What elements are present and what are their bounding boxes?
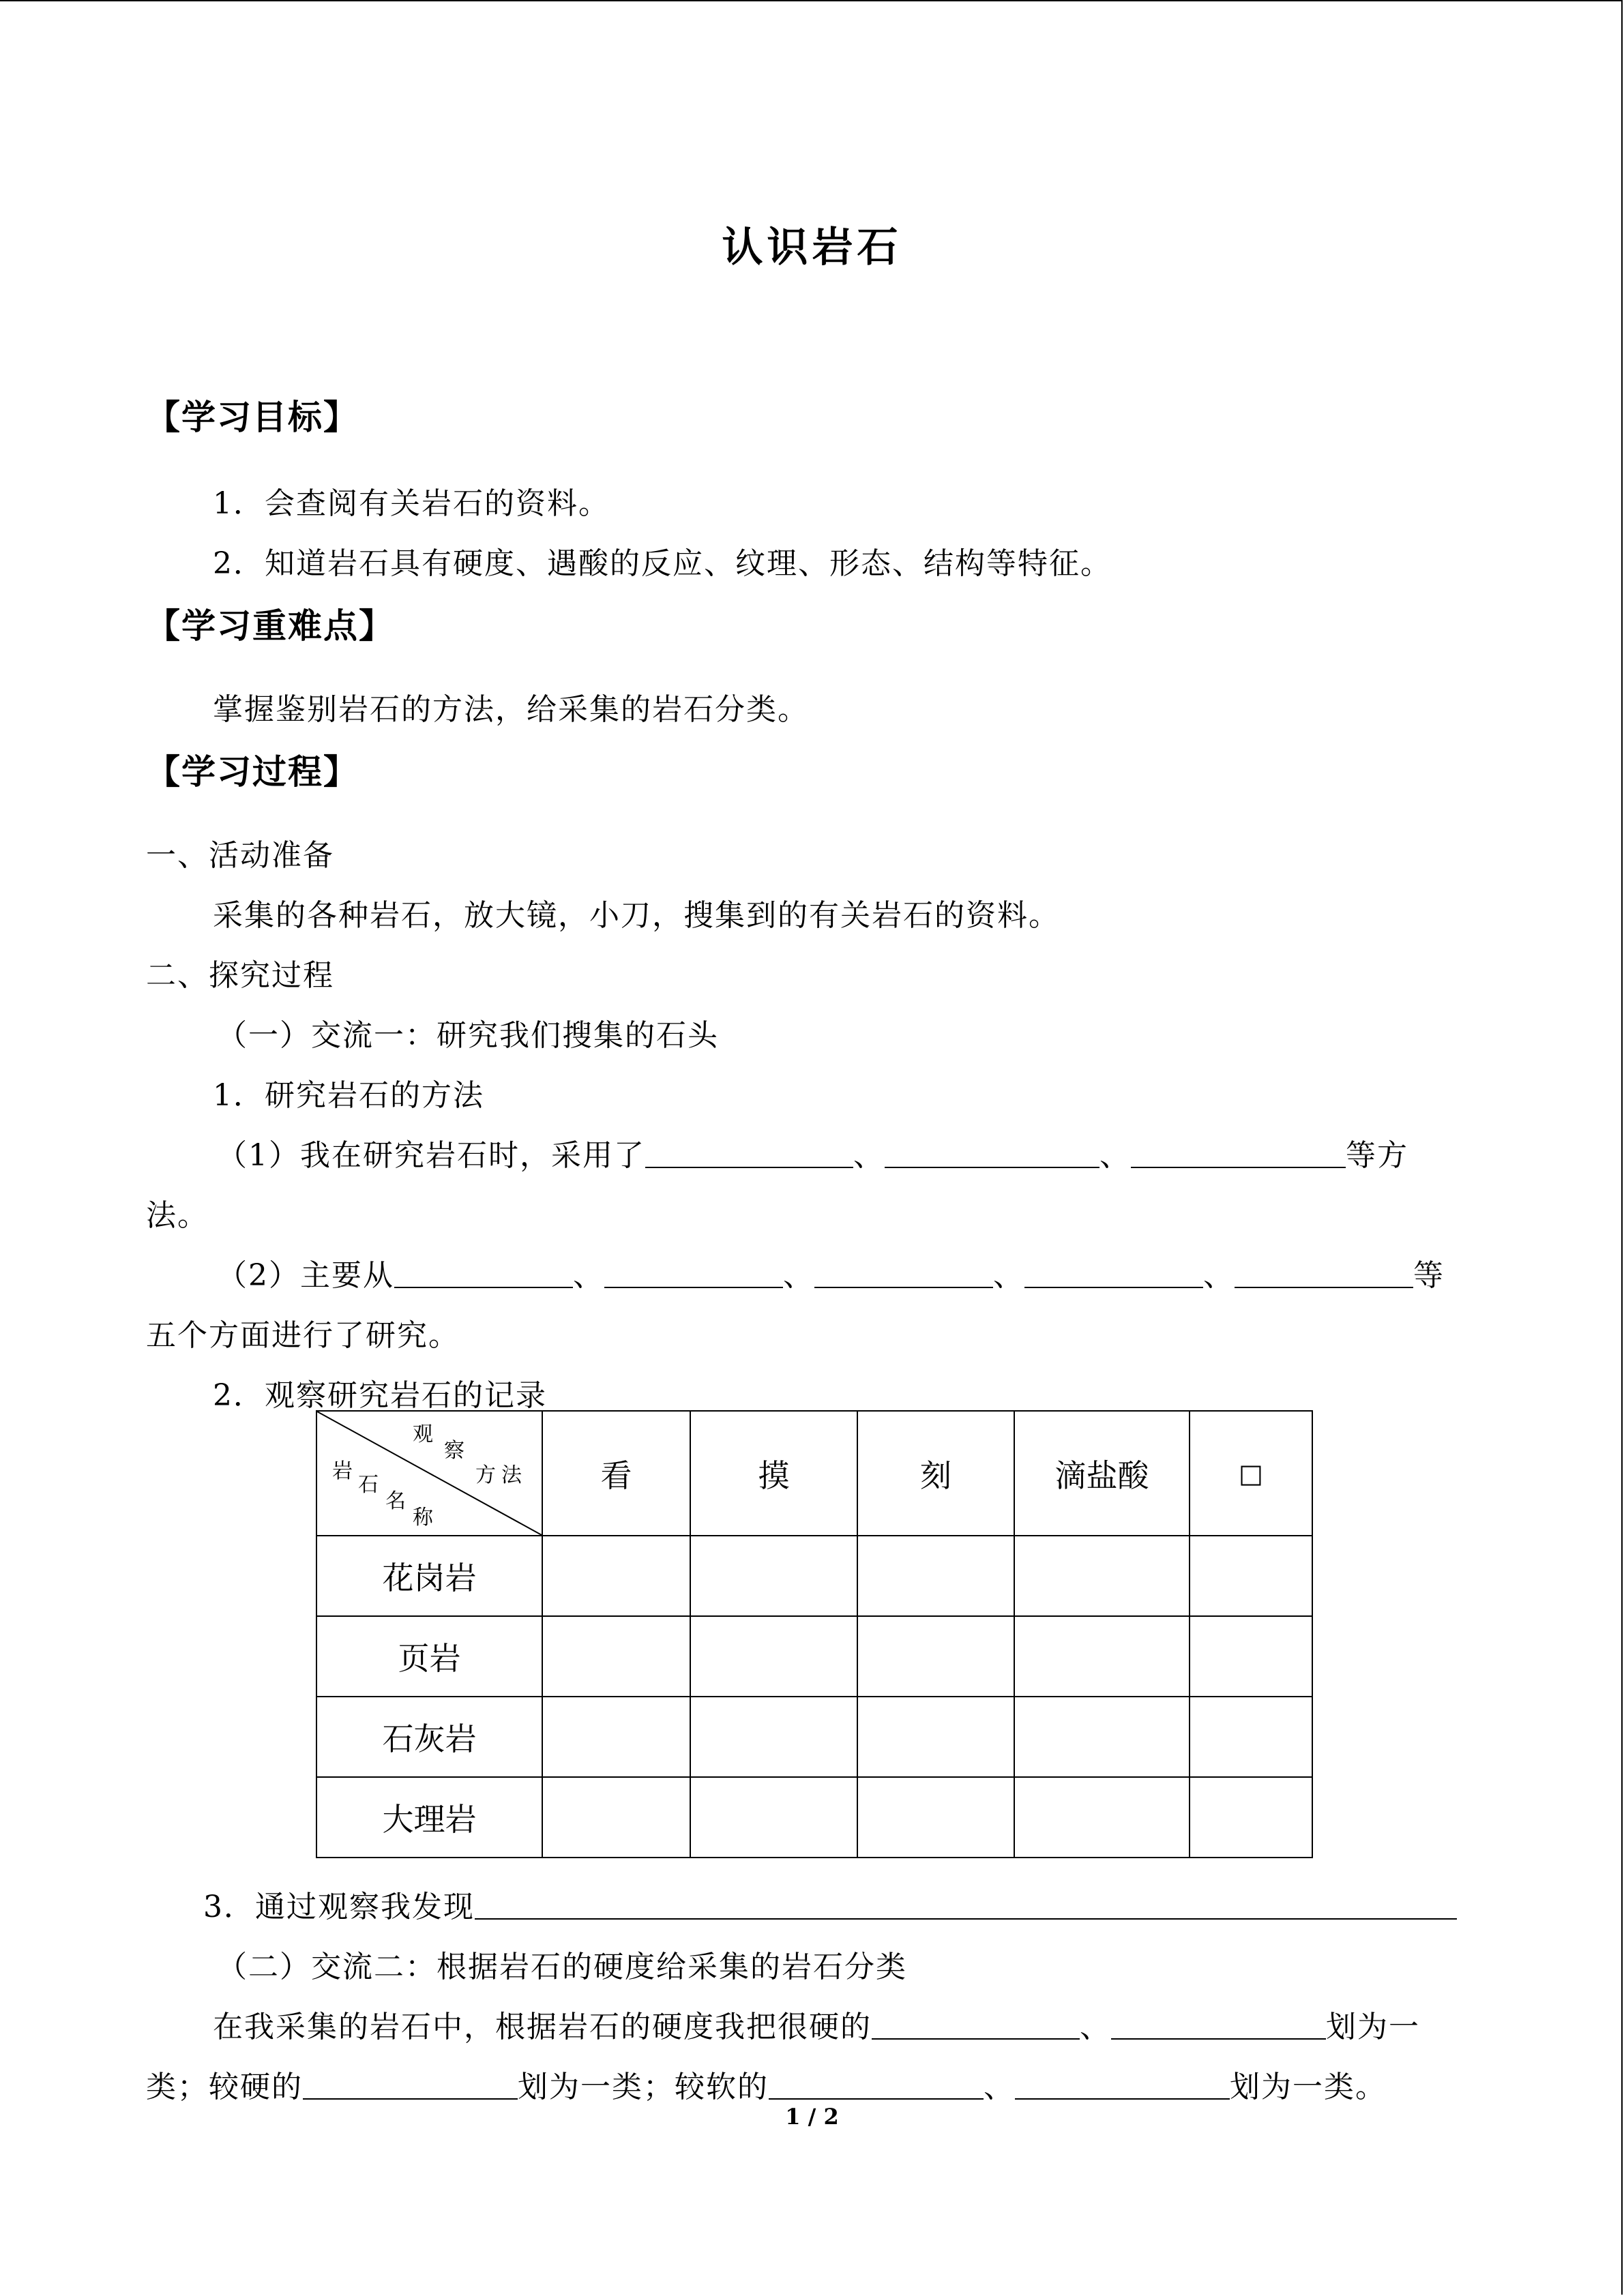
question-2-suffix: 等 — [1413, 1258, 1445, 1293]
diagonal-header-cell — [316, 1411, 542, 1536]
observation-table — [316, 1410, 1313, 1858]
corner-bottom-char: 称 — [413, 1506, 433, 1530]
question-2-prefix: （2）主要从 — [217, 1258, 394, 1293]
blank-softer-b[interactable] — [1015, 2068, 1230, 2100]
goal-2: 2．知道岩石具有硬度、遇酸的反应、纹理、形态、结构等特征。 — [213, 546, 1112, 581]
table-cell[interactable] — [1190, 1697, 1312, 1777]
blank-harder[interactable] — [303, 2068, 518, 2100]
corner-bottom-char: 岩 — [332, 1459, 353, 1483]
separator: 、 — [984, 2070, 1015, 2104]
separator: 、 — [1099, 1138, 1131, 1173]
blank-1b[interactable] — [885, 1137, 1099, 1168]
question-2-continuation: 五个方面进行了研究。 — [146, 1318, 460, 1353]
separator: 、 — [1203, 1258, 1235, 1293]
table-cell[interactable] — [690, 1616, 857, 1697]
hardness-prefix: 在我采集的岩石中，根据岩石的硬度我把很硬的 — [213, 2010, 872, 2044]
corner-top-char: 察 — [444, 1439, 464, 1463]
discovery-blank[interactable] — [475, 1888, 1457, 1920]
table-cell[interactable] — [857, 1697, 1014, 1777]
corner-top-char: 方 — [475, 1463, 496, 1487]
method-item: 1．研究岩石的方法 — [213, 1078, 484, 1113]
table-cell[interactable] — [542, 1697, 690, 1777]
page-title: 认识岩石 — [722, 224, 902, 271]
table-cell[interactable] — [690, 1777, 857, 1858]
table-cell[interactable] — [857, 1536, 1014, 1616]
question-1-line — [217, 1131, 1408, 1174]
hardness-line-1 — [213, 2002, 1420, 2046]
table-cell[interactable] — [1014, 1697, 1190, 1777]
table-header-row — [316, 1411, 1312, 1536]
question-1-prefix: （1）我在研究岩石时，采用了 — [217, 1138, 645, 1173]
blank-2d[interactable] — [1024, 1257, 1203, 1288]
table-cell[interactable] — [690, 1697, 857, 1777]
page-number: 1 / 2 — [785, 2104, 839, 2130]
table-cell[interactable] — [857, 1616, 1014, 1697]
corner-bottom-char: 石 — [358, 1473, 379, 1497]
column-header: 刻 — [857, 1411, 1014, 1536]
blank-softer-a[interactable] — [769, 2068, 984, 2100]
table-cell[interactable] — [1190, 1536, 1312, 1616]
separator: 、 — [993, 1258, 1024, 1293]
separator: 、 — [783, 1258, 814, 1293]
column-header: 看 — [542, 1411, 690, 1536]
corner-top-char: 法 — [501, 1463, 522, 1487]
discovery-line — [203, 1882, 1457, 1926]
column-header: □ — [1190, 1411, 1312, 1536]
exchange-2-heading: （二）交流二：根据岩石的硬度给采集的岩石分类 — [217, 1950, 907, 1984]
blank-2e[interactable] — [1235, 1257, 1413, 1288]
table-cell[interactable] — [542, 1536, 690, 1616]
table-cell[interactable] — [690, 1536, 857, 1616]
question-1-suffix: 等方 — [1346, 1138, 1408, 1173]
key-point-text: 掌握鉴别岩石的方法，给采集的岩石分类。 — [213, 692, 809, 727]
table-cell[interactable] — [542, 1616, 690, 1697]
separator: 、 — [1080, 2010, 1111, 2044]
record-item: 2．观察研究岩石的记录 — [213, 1378, 547, 1413]
table-row — [316, 1616, 1312, 1697]
blank-1a[interactable] — [645, 1137, 853, 1168]
hardness-line-2 — [146, 2062, 1387, 2106]
separator: 、 — [573, 1258, 604, 1293]
table-cell[interactable] — [542, 1777, 690, 1858]
table-row — [316, 1536, 1312, 1616]
row-header: 页岩 — [316, 1616, 542, 1697]
blank-very-hard-a[interactable] — [872, 2008, 1080, 2040]
table-row — [316, 1777, 1312, 1858]
row-header: 大理岩 — [316, 1777, 542, 1858]
question-2-line — [217, 1251, 1445, 1294]
column-header: 摸 — [690, 1411, 857, 1536]
corner-top-char: 观 — [413, 1422, 433, 1446]
blank-1c[interactable] — [1131, 1137, 1346, 1168]
blank-2a[interactable] — [394, 1257, 573, 1288]
table-cell[interactable] — [1014, 1777, 1190, 1858]
exchange-1-heading: （一）交流一：研究我们搜集的石头 — [217, 1018, 719, 1053]
table-cell[interactable] — [1190, 1777, 1312, 1858]
hardness-softer-label: 划为一类；较软的 — [518, 2070, 769, 2104]
row-header: 石灰岩 — [316, 1697, 542, 1777]
row-header: 花岗岩 — [316, 1536, 542, 1616]
hardness-end: 划为一类。 — [1230, 2070, 1387, 2104]
goal-1: 1．会查阅有关岩石的资料。 — [213, 486, 610, 521]
table-row — [316, 1697, 1312, 1777]
separator: 、 — [853, 1138, 885, 1173]
table-cell[interactable] — [1014, 1616, 1190, 1697]
hardness-suffix: 划为一 — [1326, 2010, 1420, 2044]
blank-very-hard-b[interactable] — [1111, 2008, 1326, 2040]
hardness-harder-label: 类；较硬的 — [146, 2070, 303, 2104]
section-process: 【学习过程】 — [146, 751, 359, 792]
prep-heading: 一、活动准备 — [146, 838, 334, 873]
blank-2c[interactable] — [814, 1257, 993, 1288]
question-1-continuation: 法。 — [146, 1198, 209, 1233]
column-header: 滴盐酸 — [1014, 1411, 1190, 1536]
prep-text: 采集的各种岩石，放大镜，小刀，搜集到的有关岩石的资料。 — [213, 898, 1060, 933]
explore-heading: 二、探究过程 — [146, 958, 334, 993]
discovery-prefix: 3．通过观察我发现 — [203, 1890, 475, 1924]
table-cell[interactable] — [857, 1777, 1014, 1858]
section-key-points: 【学习重难点】 — [146, 606, 394, 646]
blank-2b[interactable] — [604, 1257, 783, 1288]
section-goals: 【学习目标】 — [146, 397, 359, 437]
corner-bottom-char: 名 — [385, 1489, 406, 1513]
table-cell[interactable] — [1190, 1616, 1312, 1697]
table-cell[interactable] — [1014, 1536, 1190, 1616]
